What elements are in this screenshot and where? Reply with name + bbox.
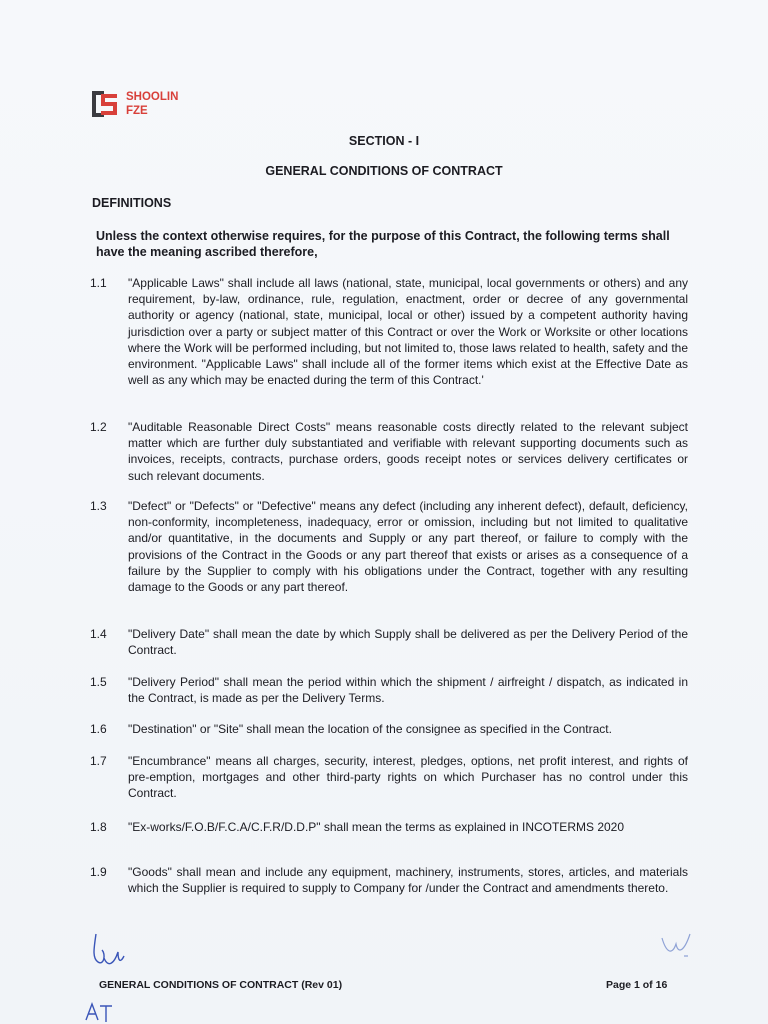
definitions-heading: DEFINITIONS xyxy=(92,196,172,210)
clause-text: "Ex-works/F.O.B/F.C.A/C.F.R/D.D.P" shall mean the terms as explained in INCOTERMS 2020 xyxy=(128,820,625,834)
clause-1-1 xyxy=(90,275,688,388)
clause-text: "Defect" or "Defects" or "Defective" means any defect (including any inherent defect), default, deficiency, non-conformity, incompleteness, inadequacy, error or omission, including but not limited to qualitative and/or quantitative, in the documents and Supply or any part thereof, or failure to comply with the provisions of the Contract in the Goods or any part thereof that exists or arises as a consequence of a failure by the Supplier to comply with his obligations under the Contract, together with any resulting damage to the Goods or any part thereof. xyxy=(128,499,688,595)
logo-line2: FZE xyxy=(126,105,148,117)
company-logo xyxy=(90,88,178,120)
clause-1-3 xyxy=(90,498,688,595)
clause-number: 1.5 xyxy=(90,675,107,689)
clause-text: "Applicable Laws" shall include all laws (national, state, municipal, local governments or others) and any requirement, by-law, ordinance, rule, regulation, enactment, order or decree of any governmental authority or agency (national, state, municipal, local or other) issued by a competent authority having jurisdiction over a party or subject matter of this Contract or over the Work or Worksite or other locations where the Work will be performed including, but not limited to, those laws related to health, safety and the environment. "Applicable Laws" shall include all of the former items which exist at the Effective Date as well as any which may be enacted during the term of this Contract.' xyxy=(128,276,688,388)
clause-number: 1.8 xyxy=(90,820,107,834)
initials-mark-icon xyxy=(654,926,704,966)
clause-number: 1.3 xyxy=(90,499,107,513)
clause-1-8 xyxy=(90,819,688,835)
clause-number: 1.1 xyxy=(90,276,107,290)
initials-at-icon xyxy=(80,998,120,1024)
clause-1-5 xyxy=(90,674,688,706)
intro-paragraph: Unless the context otherwise requires, for the purpose of this Contract, the following terms shall have the meaning ascribed therefore, xyxy=(96,229,670,259)
logo-text xyxy=(126,90,178,118)
clause-1-6 xyxy=(90,721,688,737)
clause-text: "Delivery Date" shall mean the date by which Supply shall be delivered as per the Delivery Period of the Contract. xyxy=(128,627,688,658)
clause-1-9 xyxy=(90,864,688,896)
signature-mark-icon xyxy=(84,928,134,978)
clause-1-2 xyxy=(90,419,688,484)
clause-text: "Delivery Period" shall mean the period within which the shipment / airfreight / dispatch, as indicated in the Contract, is made as per the Delivery Terms. xyxy=(128,675,688,706)
clause-text: "Encumbrance" means all charges, security, interest, pledges, options, net profit interest, and rights of pre-emption, mortgages and other third-party rights on which Purchaser has no control under this Contract. xyxy=(128,754,688,801)
section-heading: SECTION - I xyxy=(348,134,420,148)
shoolin-logo-icon xyxy=(90,88,122,120)
clause-text: "Auditable Reasonable Direct Costs" means reasonable costs directly related to the relevant subject matter which are further duly substantiated and verifiable with relevant supporting documents such as invoices, receipts, contracts, purchase orders, goods receipt notes or services delivery certificates or such relevant documents. xyxy=(128,420,688,483)
document-title: GENERAL CONDITIONS OF CONTRACT xyxy=(265,164,503,178)
clause-number: 1.2 xyxy=(90,420,107,434)
logo-line1: SHOOLIN xyxy=(126,91,179,103)
clause-1-4 xyxy=(90,626,688,658)
clause-text: "Goods" shall mean and include any equipment, machinery, instruments, stores, articles, and materials which the Supplier is required to supply to Company for /under the Contract and amendments thereto. xyxy=(128,865,688,896)
clause-1-7 xyxy=(90,753,688,802)
clause-number: 1.9 xyxy=(90,865,107,879)
footer-page-number: Page 1 of 16 xyxy=(606,979,668,991)
clause-number: 1.6 xyxy=(90,722,107,736)
footer-document-name: GENERAL CONDITIONS OF CONTRACT (Rev 01) xyxy=(99,979,343,991)
clause-number: 1.7 xyxy=(90,754,107,768)
clause-number: 1.4 xyxy=(90,627,107,641)
clause-text: "Destination" or "Site" shall mean the location of the consignee as specified in the Contract. xyxy=(128,722,612,736)
